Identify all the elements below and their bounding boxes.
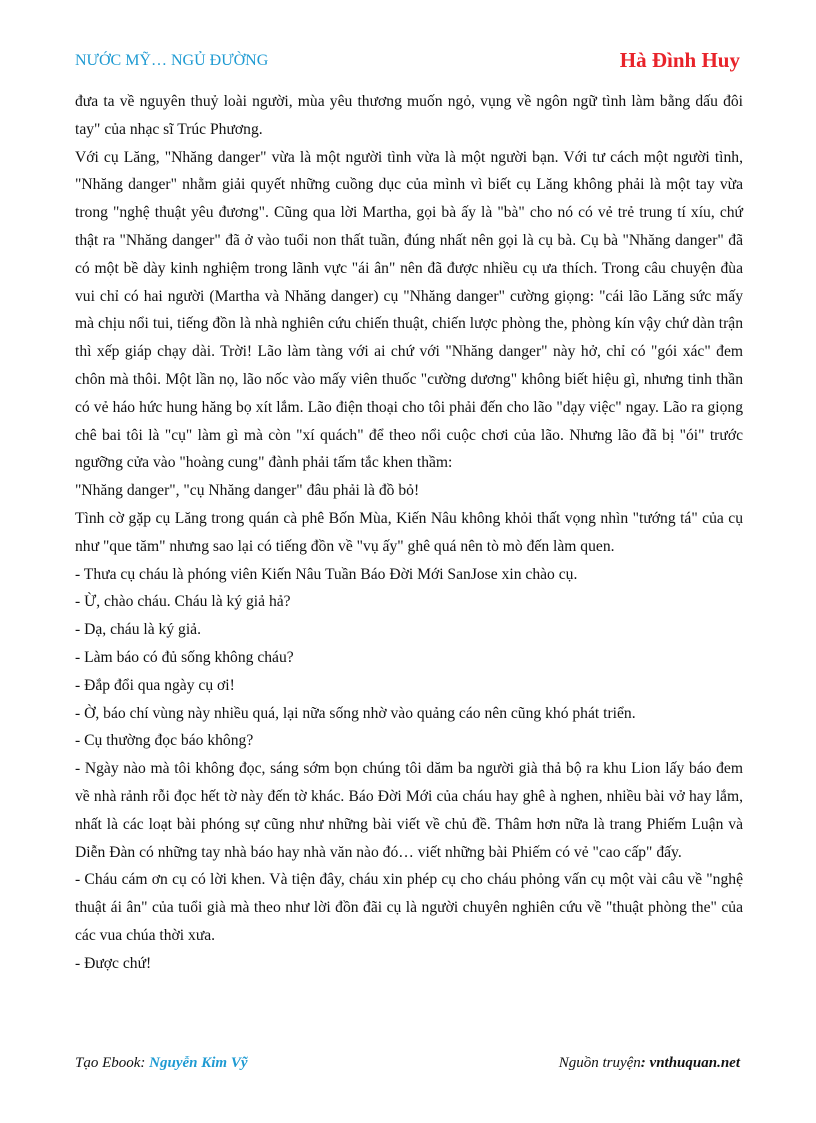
source-site: vnthuquan.net [649, 1055, 740, 1071]
dialogue-line: - Làm báo có đủ sống không cháu? [75, 648, 294, 666]
paragraph: đưa ta về nguyên thuỷ loài người, mùa yêu thương muốn ngỏ, vụng về ngôn ngữ tình làm bằng dấu đôi tay" của nhạc sĩ Trúc Phương. [75, 93, 743, 138]
dialogue-line: - Dạ, cháu là ký giả. [75, 621, 201, 639]
body-text [75, 88, 743, 978]
dialogue-line: - Cụ thường đọc báo không? [75, 732, 254, 750]
paragraph: "Nhăng danger", "cụ Nhăng danger" đâu phải là đồ bỏ! [75, 482, 420, 500]
ebook-creator-name: Nguyễn Kim Vỹ [149, 1055, 248, 1071]
dialogue-line: - Đắp đổi qua ngày cụ ơi! [75, 676, 235, 694]
author-name: Hà Đình Huy [619, 48, 740, 72]
source-credit [559, 1055, 740, 1072]
dialogue-line: - Ngày nào mà tôi không đọc, sáng sớm bọn chúng tôi dăm ba người già thả bộ ra khu Lion lấy báo đem về nhà rảnh rỗi đọc hết tờ này đến tờ khác. Báo Đời Mới của cháu hay ghê à nghen, nhiều bài vở hay lắm, nhất là các loạt bài phóng sự cũng như những bài viết về chủ đề. Thâm hơn nữa là trang Phiếm Luận và Diễn Đàn có những tay nhà báo hay nhà văn nào đó… viết những bài Phiếm có vẻ "cao cấp" đấy. [75, 760, 743, 861]
ebook-separator: : [140, 1055, 150, 1071]
dialogue-line: - Cháu cám ơn cụ có lời khen. Và tiện đây, cháu xin phép cụ cho cháu phỏng vấn cụ một vài câu về "nghệ thuật ái ân" của tuổi già mà theo như lời đồn đãi cụ là người chuyên nghiên cứu về "thuật phòng the" của các vua chúa thời xưa. [75, 871, 743, 944]
paragraph: Tình cờ gặp cụ Lăng trong quán cà phê Bốn Mùa, Kiến Nâu không khỏi thất vọng nhìn "tướng tá" của cụ như "que tăm" nhưng sao lại có tiếng đồn về "vụ ấy" ghê quá nên tò mò đến làm quen. [75, 509, 743, 555]
dialogue-line: - Thưa cụ cháu là phóng viên Kiến Nâu Tuần Báo Đời Mới SanJose xin chào cụ. [75, 565, 578, 583]
source-separator: : [640, 1055, 650, 1071]
dialogue-line: - Được chứ! [75, 954, 152, 972]
ebook-label: Tạo Ebook [75, 1055, 141, 1071]
ebook-credit [75, 1055, 248, 1072]
paragraph: Với cụ Lăng, "Nhăng danger" vừa là một người tình vừa là một người bạn. Với tư cách một người tình, "Nhăng danger" nhằm giải quyết những cuồng dục của mình vì biết cụ Lăng không phải là một tay vừa trong "nghệ thuật yêu đương". Cũng qua lời Martha, gọi bà ấy là "bà" cho nó có vẻ trẻ trung tí xíu, chứ thật ra "Nhăng danger" đã ở vào tuổi non thất tuần, đúng nhất nên gọi là cụ bà. Cụ bà "Nhăng danger" đã có một bề dày kinh nghiệm trong lãnh vực "ái ân" nên đã được nhiều cụ ưa thích. Trong câu chuyện đùa vui chỉ có hai người (Martha và Nhăng danger) cụ "Nhăng danger" cường giọng: "cái lão Lăng sức mấy mà chịu nổi tui, tiếng đồn là nhà nghiên cứu chiến thuật, chiến lược phòng the, phòng kín vậy chứ dàn trận thì xếp giáp chạy dài. Trời! Lão làm tàng với ai chứ với "Nhăng danger" này hở, chỉ có "gói xác" đem chôn mà thôi. Một lần nọ, lão nốc vào mấy viên thuốc "cường dương" không biết hiệu gì, nhưng tinh thần có vẻ háo hức hung hăng bọ xít lắm. Lão điện thoại cho tôi phải đến cho lão "dạy việc" ngay. Lão ra giọng chê bai tôi là "cụ" làm gì mà còn "xí quách" để theo nổi cuộc chơi của lão. Nhưng lão đã bị "ói" trước ngưỡng cửa vào "hoàng cung" đành phải tấm tắc khen thầm: [75, 148, 743, 472]
source-label: Nguồn truyện [558, 1055, 641, 1071]
book-title: NƯỚC MỸ… NGỦ ĐƯỜNG [75, 52, 269, 69]
dialogue-line: - Ờ, báo chí vùng này nhiều quá, lại nữa sống nhờ vào quảng cáo nên cũng khó phát triển. [75, 704, 636, 722]
dialogue-line: - Ừ, chào cháu. Cháu là ký giả hả? [75, 593, 291, 611]
